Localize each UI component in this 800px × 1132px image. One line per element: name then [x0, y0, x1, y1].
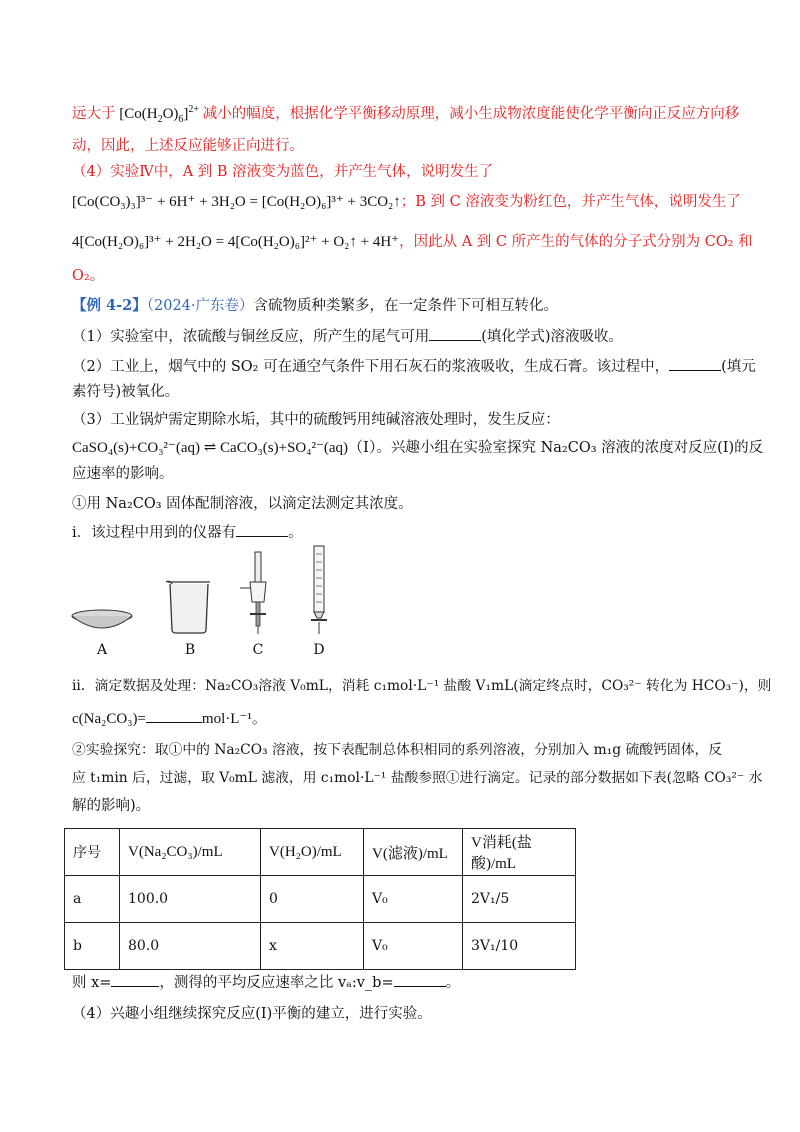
question-3-equation: CaSO₄(s)+CO₃²⁻(aq) ⇌ CaCO₃(s)+SO₄²⁻(aq)（Ⅰ）。兴趣小组在实验室探究 Na₂CO₃ 溶液的浓度对反应(Ⅰ)的反	[72, 440, 764, 456]
question-3: （3）工业锅炉需定期除水垢，其中的硫酸钙用纯碱溶液处理时，发生反应：	[72, 412, 560, 428]
example-source: （2024·广东卷）	[146, 298, 254, 314]
table-cell: x	[261, 923, 364, 970]
sub-question-i: i．该过程中用到的仪器有 。	[72, 522, 732, 543]
part4-equation-line-1: [Co(CO₃)₃]³⁻ + 6H⁺ + 3H₂O = [Co(H₂O)₆]³⁺ + 3CO₂↑；B 到 C 溶液变为粉红色，并产生气体，说明发生了	[72, 194, 741, 210]
header-cell: 序号	[65, 829, 120, 876]
sub-question-ii: ii．滴定数据及处理：Na₂CO₃溶液 V₀mL，消耗 c₁mol·L⁻¹ 盐酸 V₁mL(滴定终点时，CO₃²⁻ 转化为 HCO₃⁻)，则	[72, 678, 772, 694]
question-3-line-3: 应速率的影响。	[72, 466, 174, 482]
table-cell: a	[65, 876, 120, 923]
cobalt-complex-formula: $[Co(H_2O)_6]^{2+}$	[119, 104, 200, 125]
separatory-funnel-icon	[240, 552, 266, 634]
question-2: （2）工业上，烟气中的 SO₂ 可在通空气条件下用石灰石的浆液吸收，生成石膏。该过程中， (填元	[72, 356, 732, 377]
data-table	[64, 828, 576, 970]
part4-equation-line-2: 4[Co(H₂O)₆]³⁺ + 2H₂O = 4[Co(H₂O)₆]²⁺ + O₂↑ + 4H⁺，因此从 A 到 C 所产生的气体的分子式分别为 CO₂ 和	[72, 234, 753, 250]
answer-blank[interactable]	[669, 356, 721, 371]
part4-intro: （4）实验Ⅳ中，A 到 B 溶液变为蓝色，并产生气体，说明发生了	[72, 164, 494, 180]
part4-last: O₂。	[72, 268, 105, 284]
table-header-row	[65, 829, 576, 876]
example-tag: 【例 4-2】	[72, 297, 147, 314]
header-cell: V(滤液)/mL	[364, 829, 463, 876]
example-title: 含硫物质种类繁多，在一定条件下可相互转化。	[253, 298, 559, 314]
table-cell: V₀	[364, 923, 463, 970]
step-2: ②实验探究：取①中的 Na₂CO₃ 溶液，按下表配制总体积相同的系列溶液，分别加入 m₁g 硫酸钙固体，反	[72, 742, 723, 758]
table-cell: 3V₁/10	[463, 923, 576, 970]
evaporating-dish-icon	[72, 610, 132, 628]
beaker-icon	[166, 581, 210, 633]
burette-icon	[311, 546, 327, 634]
answer-blank[interactable]	[429, 326, 481, 341]
table-cell: 100.0	[120, 876, 261, 923]
table-cell: b	[65, 923, 120, 970]
header-cell: V(Na₂CO₃)/mL	[120, 829, 261, 876]
header-cell: V(H₂O)/mL	[261, 829, 364, 876]
sub-question-ii-answer: c(Na₂CO₃)= mol·L⁻¹。	[72, 708, 732, 729]
table-cell: 2V₁/5	[463, 876, 576, 923]
table-cell: 0	[261, 876, 364, 923]
header-cell: V消耗(盐酸)/mL	[463, 829, 576, 876]
step-2-line-2: 应 t₁min 后，过滤，取 V₀mL 滤液，用 c₁mol·L⁻¹ 盐酸参照①进行滴定。记录的部分数据如下表(忽略 CO₃²⁻ 水	[72, 770, 763, 786]
answer-line-2: 动，因此，上述反应能够正向进行。	[72, 138, 304, 154]
equation-2: 4[Co(H₂O)₆]³⁺ + 2H₂O = 4[Co(H₂O)₆]²⁺ + O₂↑ + 4H⁺	[72, 234, 400, 250]
apparatus-figure	[60, 540, 350, 640]
apparatus-label-c: C	[252, 642, 264, 658]
table-row	[65, 876, 576, 923]
table-row	[65, 923, 576, 970]
apparatus-label-d: D	[313, 642, 325, 658]
apparatus-label-b: B	[184, 642, 196, 658]
apparatus-label-a: A	[96, 642, 108, 658]
example-heading	[72, 296, 732, 316]
reaction-equation: CaSO₄(s)+CO₃²⁻(aq) ⇌ CaCO₃(s)+SO₄²⁻(aq)（Ⅰ）	[72, 440, 377, 456]
answer-blank[interactable]	[146, 708, 202, 723]
answer-blank[interactable]	[394, 972, 446, 987]
question-1: （1）实验室中，浓硫酸与铜丝反应，所产生的尾气可用 (填化学式)溶液吸收。	[72, 326, 732, 347]
after-table-question: 则 x= ，测得的平均反应速率之比 vₐ:v_b= 。	[72, 972, 732, 993]
table-cell: V₀	[364, 876, 463, 923]
answer-blank[interactable]	[236, 522, 288, 537]
answer-blank[interactable]	[111, 972, 159, 987]
table-cell: 80.0	[120, 923, 261, 970]
step-1: ①用 Na₂CO₃ 固体配制溶液，以滴定法测定其浓度。	[72, 496, 413, 512]
question-2-line-2: 素符号)被氧化。	[72, 384, 180, 400]
answer-line-1: 远大于 $[Co(H_2O)_6]^{2+}$ 减小的幅度，根据化学平衡移动原理，减小生成物浓度能使化学平衡向正反应方向移	[72, 104, 740, 125]
equation-1: [Co(CO₃)₃]³⁻ + 6H⁺ + 3H₂O = [Co(H₂O)₆]³⁺ + 3CO₂↑	[72, 194, 401, 210]
step-2-line-3: 解的影响)。	[72, 798, 151, 814]
question-4: （4）兴趣小组继续探究反应(Ⅰ)平衡的建立，进行实验。	[72, 1006, 432, 1022]
